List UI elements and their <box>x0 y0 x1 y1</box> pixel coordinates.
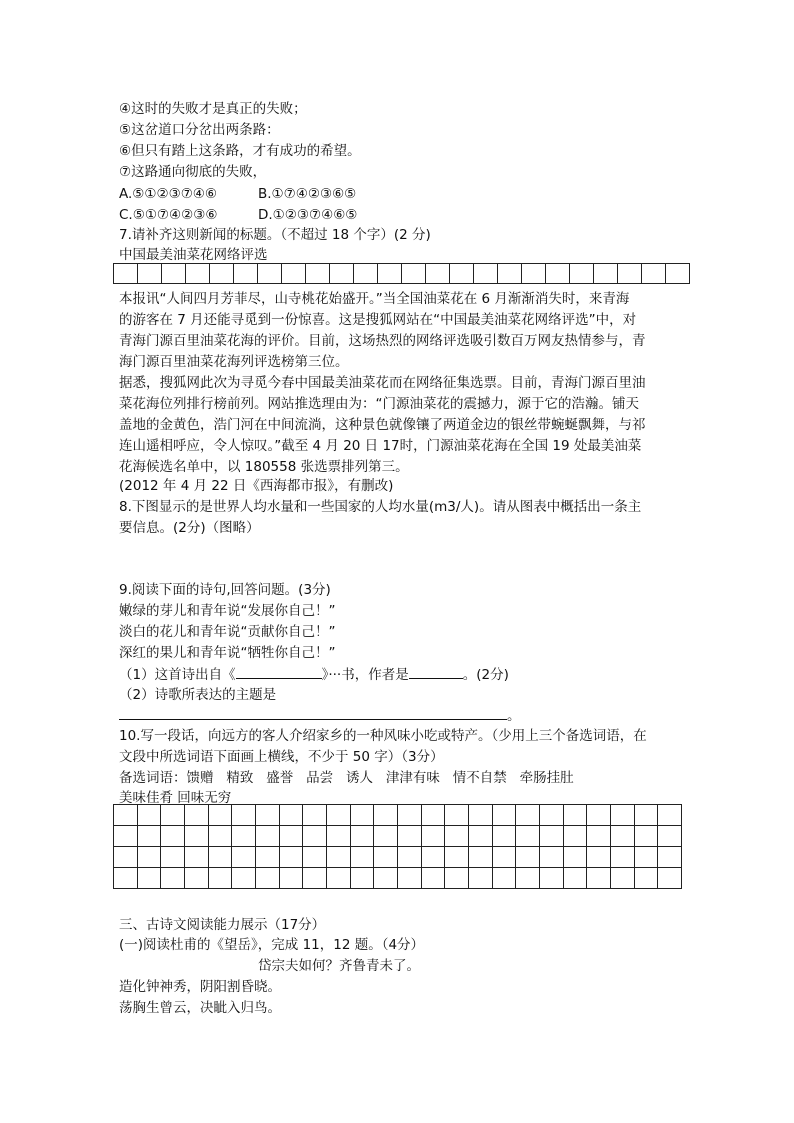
words-label: 备选词语： <box>119 770 187 786</box>
q9-sub1 <box>119 664 509 685</box>
q8-text-1: 8.下图显示的是世界人均水量和一些国家的人均水量(m3/人)。请从图表中概括出一条主 <box>119 499 642 515</box>
book-title-blank[interactable] <box>236 664 322 679</box>
word-3: 盛誉 <box>266 770 294 786</box>
word-7: 情不自禁 <box>452 770 507 786</box>
q7-answer-grid[interactable] <box>114 264 690 284</box>
q10-text-2: 文段中所选词语下面画上横线，不少于 50 字）（3分） <box>119 749 444 765</box>
theme-blank[interactable] <box>119 705 507 720</box>
poem-line-2: 造化钟神秀，阴阳割昏晓。 <box>119 979 281 995</box>
word-1: 馈赠 <box>186 770 214 786</box>
q7-stem: 7.请补齐这则新闻的标题。（不超过 18 个字）(2 分) <box>119 227 431 243</box>
q9-sub1-part-c: 。(2分) <box>462 667 509 683</box>
q9-theme-line <box>119 705 521 726</box>
q7-text-5: 据悉，搜狐网此次为寻觅今春中国最美油菜花而在网络征集选票。目前，青海门源百里油 <box>119 375 646 391</box>
word-6: 津津有味 <box>385 770 440 786</box>
q10-words-2: 美味佳肴 回味无穷 <box>119 790 232 806</box>
word-8: 牵肠挂肚 <box>519 770 574 786</box>
q9-end-mark: 。 <box>507 708 521 724</box>
sentence-4: ④这时的失败才是真正的失败； <box>119 101 307 117</box>
option-b: B.①⑦④②③⑥⑤ <box>258 186 357 202</box>
sentence-7: ⑦这路通向彻底的失败， <box>119 164 267 180</box>
q7-text-3: 青海门源百里油菜花海的评价。目前，这场热烈的网络评选吸引数百万网友热情参与，青 <box>119 333 646 349</box>
sentence-6: ⑥但只有踏上这条路，才有成功的希望。 <box>119 143 361 159</box>
q9-sub1-part-a: （1）这首诗出自《 <box>119 667 236 683</box>
q10-words <box>119 768 574 788</box>
section-3-sub: (一)阅读杜甫的《望岳》，完成 11，12 题。（4分） <box>119 937 425 953</box>
q7-source: (2012 年 4 月 22 日《西海都市报》，有删改) <box>119 478 394 494</box>
q7-text-9: 花海候选名单中，以 180558 张选票排列第三。 <box>119 459 409 475</box>
q9-sub1-part-b: 》···书，作者是 <box>321 667 409 683</box>
q7-text-4: 海门源百里油菜花海列评选榜第三位。 <box>119 354 349 370</box>
option-a: A.⑤①②③⑦④⑥ <box>119 186 218 202</box>
poem-verse-3: 深红的果儿和青年说“牺牲你自己！” <box>119 645 336 661</box>
poem-verse-1: 嫩绿的芽儿和青年说“发展你自己！” <box>119 603 336 619</box>
q7-title-prefix: 中国最美油菜花网络评选 <box>119 247 268 263</box>
q10-text-1: 10.写一段话，向远方的客人介绍家乡的一种风味小吃或特产。（少用上三个备选词语，在 <box>119 728 647 744</box>
q7-text-6: 菜花海位列排行榜前列。网站推选理由为：“门源油菜花的震撼力，源于它的浩瀚。铺天 <box>119 396 639 412</box>
q9-sub2: （2）诗歌所表达的主题是 <box>119 687 277 703</box>
word-5: 诱人 <box>346 770 373 786</box>
poem-line-1: 岱宗夫如何？齐鲁青未了。 <box>258 958 420 974</box>
option-d: D.①②③⑦④⑥⑤ <box>258 207 358 223</box>
q10-writing-grid[interactable] <box>114 805 682 889</box>
poem-verse-2: 淡白的花儿和青年说“贡献你自己！” <box>119 624 336 640</box>
q7-text-8: 连山遥相呼应，令人惊叹。”截至 4 月 20 日 17时，门源油菜花海在全国 19 处最美油菜 <box>119 438 642 454</box>
q7-text-1: 本报讯“人间四月芳菲尽，山寺桃花始盛开。”当全国油菜花在 6 月渐渐消失时，来青海 <box>119 291 630 307</box>
sentence-5: ⑤这岔道口分岔出两条路： <box>119 122 280 138</box>
poem-line-3: 荡胸生曾云，决眦入归鸟。 <box>119 1000 281 1016</box>
author-blank[interactable] <box>409 664 463 679</box>
word-2: 精致 <box>226 770 254 786</box>
option-c: C.⑤①⑦④②③⑥ <box>119 207 218 223</box>
q8-text-2: 要信息。(2分)（图略） <box>119 520 260 536</box>
q7-text-7: 盖地的金黄色，浩门河在中间流淌，这种景色就像镶了两道金边的银丝带蜿蜒飘舞，与祁 <box>119 417 646 433</box>
word-4: 品尝 <box>306 770 334 786</box>
q9-stem: 9.阅读下面的诗句,回答问题。(3分) <box>119 582 331 598</box>
q7-text-2: 的游客在 7 月还能寻觅到一份惊喜。这是搜狐网站在“中国最美油菜花网络评选”中，对 <box>119 312 637 328</box>
section-3-title: 三、古诗文阅读能力展示（17分） <box>119 917 326 933</box>
